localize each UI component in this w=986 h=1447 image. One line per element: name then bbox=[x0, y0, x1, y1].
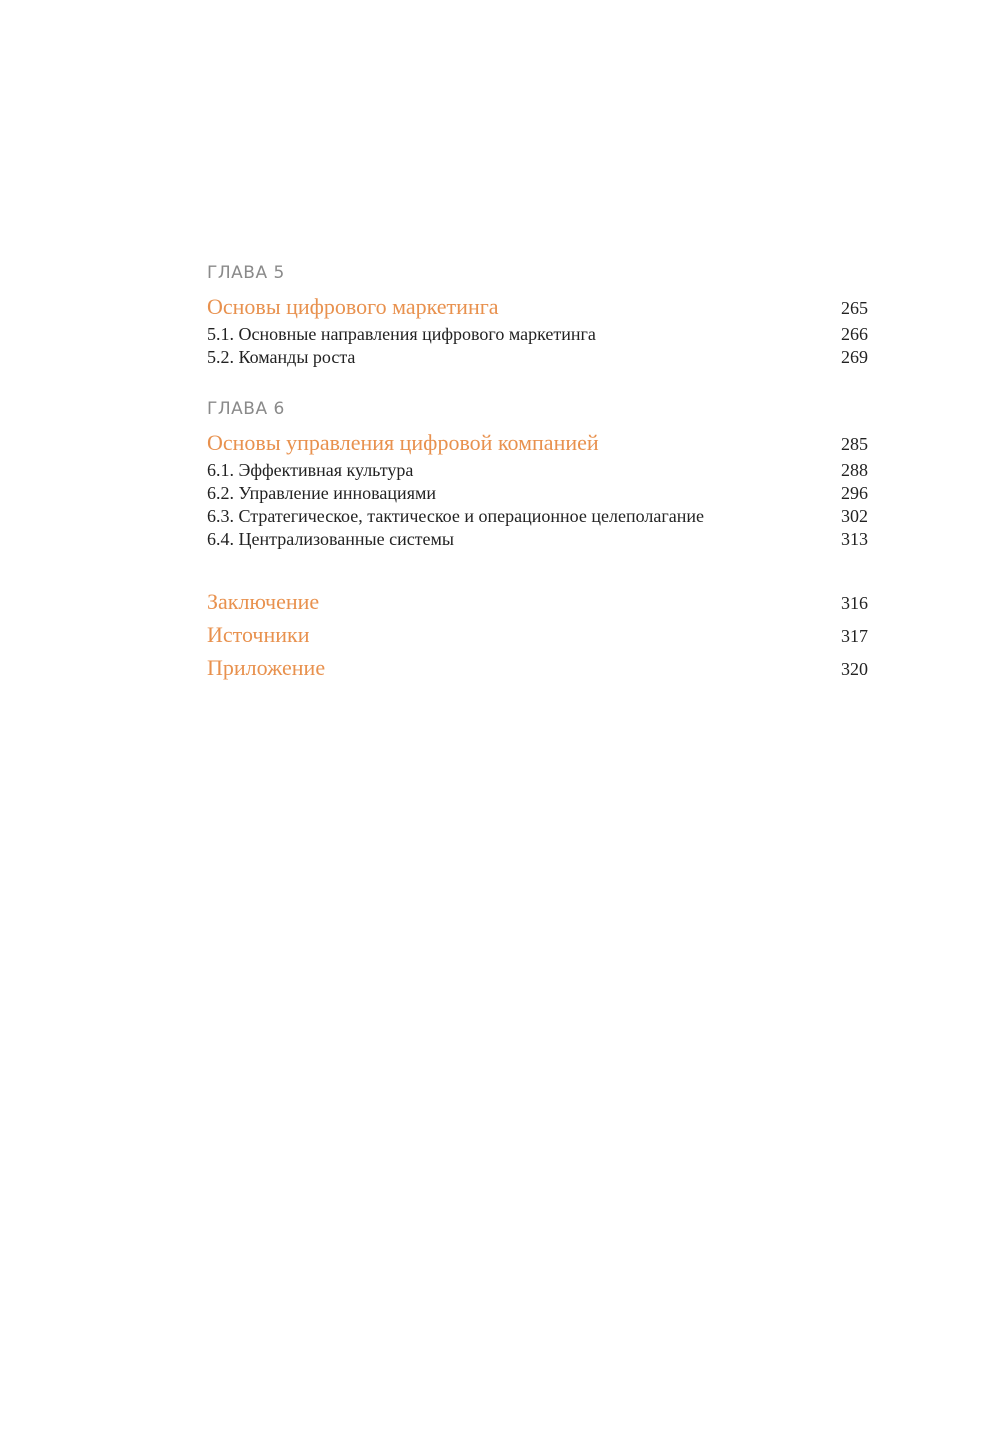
section-row[interactable] bbox=[207, 529, 868, 552]
page-number: 285 bbox=[841, 434, 868, 454]
chapter-6-block bbox=[207, 398, 868, 552]
section-title[interactable]: 6.1. Эффективная культура bbox=[207, 460, 414, 480]
back-matter-title[interactable]: Приложение bbox=[207, 655, 326, 680]
back-matter-title[interactable]: Заключение bbox=[207, 589, 320, 614]
section-row[interactable] bbox=[207, 347, 868, 370]
chapter-5-block bbox=[207, 262, 868, 370]
page-number: 266 bbox=[841, 324, 868, 344]
chapter-title[interactable]: Основы управления цифровой компанией bbox=[207, 430, 599, 455]
chapter-title-row[interactable] bbox=[207, 430, 868, 460]
chapter-title-row[interactable] bbox=[207, 294, 868, 324]
back-matter-row[interactable] bbox=[207, 622, 868, 655]
section-title[interactable]: 5.1. Основные направления цифрового маркетинга bbox=[207, 324, 596, 344]
section-row[interactable] bbox=[207, 460, 868, 483]
section-title[interactable]: 6.3. Стратегическое, тактическое и операционное целеполагание bbox=[207, 506, 704, 526]
section-row[interactable] bbox=[207, 506, 868, 529]
page-number: 296 bbox=[841, 483, 868, 503]
page-number: 313 bbox=[841, 529, 868, 549]
section-title[interactable]: 6.4. Централизованные системы bbox=[207, 529, 455, 549]
page-number: 265 bbox=[841, 298, 868, 318]
page-number: 316 bbox=[841, 593, 868, 613]
section-row[interactable] bbox=[207, 483, 868, 506]
section-title[interactable]: 5.2. Команды роста bbox=[207, 347, 356, 367]
page-number: 288 bbox=[841, 460, 868, 480]
table-of-contents bbox=[207, 262, 868, 688]
chapter-label: ГЛАВА 6 bbox=[207, 399, 285, 419]
back-matter bbox=[207, 589, 868, 688]
back-matter-title[interactable]: Источники bbox=[207, 622, 310, 647]
back-matter-row[interactable] bbox=[207, 589, 868, 622]
page-number: 269 bbox=[841, 347, 868, 367]
page-number: 317 bbox=[841, 626, 868, 646]
back-matter-row[interactable] bbox=[207, 655, 868, 688]
page-number: 302 bbox=[841, 506, 868, 526]
section-row[interactable] bbox=[207, 324, 868, 347]
chapter-title[interactable]: Основы цифрового маркетинга bbox=[207, 294, 499, 319]
section-title[interactable]: 6.2. Управление инновациями bbox=[207, 483, 436, 503]
chapter-label: ГЛАВА 5 bbox=[207, 263, 285, 283]
page-number: 320 bbox=[841, 659, 868, 679]
